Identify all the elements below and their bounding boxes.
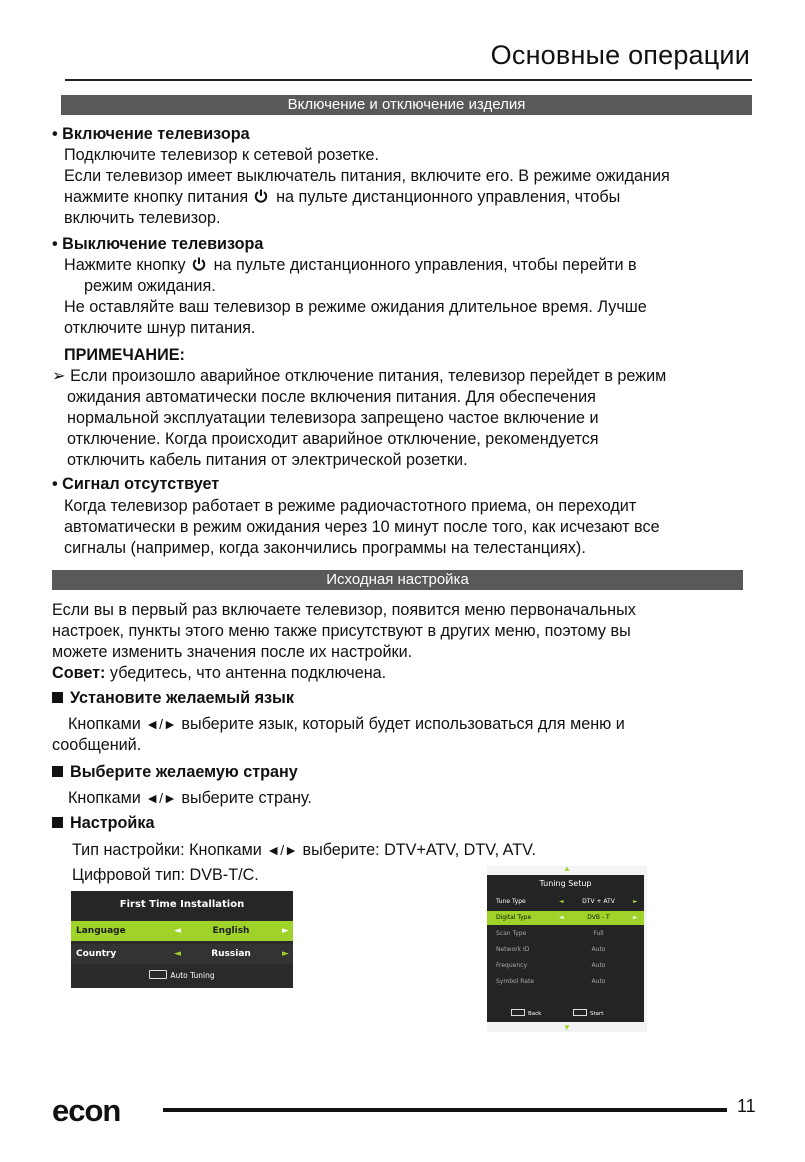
ts-start[interactable]: Start: [573, 1009, 603, 1017]
ts-row-label: Tune Type: [496, 898, 526, 905]
ts-row-symbol-rate[interactable]: [487, 975, 644, 989]
power-off-line-3: Не оставляйте ваш телевизор в режиме ожидания длительное время. Лучше: [64, 298, 647, 316]
language-line-2: сообщений.: [52, 736, 142, 754]
heading-power-off: • Выключение телевизора: [52, 235, 264, 253]
intro-line-3: можете изменить значения после их настройки.: [52, 643, 413, 661]
power-on-line-1: Подключите телевизор к сетевой розетке.: [64, 146, 379, 164]
fti-row-value: English: [212, 926, 250, 936]
remote-key-icon: [511, 1009, 525, 1016]
power-on-line-4: включить телевизор.: [64, 209, 221, 227]
fti-row-label: Language: [76, 926, 126, 936]
left-arrow-icon: ◄: [559, 898, 564, 905]
tip-line: Совет: убедитесь, что антенна подключена.: [52, 664, 387, 682]
fti-row-language[interactable]: [71, 921, 293, 941]
econ-logo-text: econ: [52, 1097, 121, 1125]
country-line-1: Кнопками ◄/► выберите страну.: [68, 789, 312, 807]
ts-row-value: Auto: [591, 978, 606, 985]
ts-row-value: Auto: [591, 962, 606, 969]
arrow-bullet-icon: ➢: [52, 367, 66, 385]
heading-no-signal: • Сигнал отсутствует: [52, 475, 220, 493]
ts-row-label: Scan Type: [496, 930, 527, 937]
left-right-arrows-icon: ◄/►: [266, 842, 298, 858]
left-right-arrows-icon: ◄/►: [145, 790, 177, 806]
power-icon: [254, 189, 268, 203]
fti-row-value: Russian: [211, 949, 251, 959]
square-bullet-icon: [52, 692, 63, 703]
heading-country: Выберите желаемую страну: [52, 762, 298, 783]
ts-row-scan-type[interactable]: [487, 927, 644, 941]
ts-row-label: Symbol Rate: [496, 978, 535, 985]
heading-language: Установите желаемый язык: [52, 688, 294, 709]
note-line-3: нормальной эксплуатации телевизора запрещено частое включение и: [67, 409, 599, 427]
title-divider: [65, 79, 752, 81]
fti-auto-tuning: Auto Tuning: [170, 971, 215, 980]
ts-row-value: Full: [593, 930, 604, 937]
ts-back[interactable]: Back: [511, 1009, 541, 1017]
note-line-5: отключить кабель питания от электрической розетки.: [67, 451, 468, 469]
econ-logo: [52, 1097, 144, 1125]
left-arrow-icon: ◄: [174, 949, 181, 959]
tuning-setup-panel: [487, 875, 644, 1022]
page-title: Основные операции: [490, 40, 750, 70]
power-off-line-4: отключите шнур питания.: [64, 319, 256, 337]
footer-divider: [163, 1108, 727, 1112]
setup-line-1: Тип настройки: Кнопками ◄/► выберите: DTV+ATV, DTV, ATV.: [72, 841, 536, 859]
down-arrow-icon: ▼: [563, 1023, 571, 1032]
left-arrow-icon: ◄: [559, 914, 564, 921]
language-line-1: Кнопками ◄/► выберите язык, который будет использоваться для меню и: [68, 715, 625, 733]
left-right-arrows-icon: ◄/►: [145, 716, 177, 732]
ts-row-frequency[interactable]: [487, 959, 644, 973]
ts-row-network-id[interactable]: [487, 943, 644, 957]
right-arrow-icon: ►: [633, 914, 638, 921]
ts-row-tune-type[interactable]: [487, 895, 644, 909]
heading-power-on: • Включение телевизора: [52, 125, 250, 143]
up-arrow-icon: ▲: [563, 864, 571, 873]
ts-row-value: Auto: [591, 946, 606, 953]
fti-title: First Time Installation: [71, 891, 293, 919]
note-heading: ПРИМЕЧАНИЕ:: [64, 346, 185, 364]
setup-line-2: Цифровой тип: DVB-T/C.: [72, 866, 259, 884]
intro-line-2: настроек, пункты этого меню также присутствуют в других меню, поэтому вы: [52, 622, 631, 640]
right-arrow-icon: ►: [633, 898, 638, 905]
no-signal-line-1: Когда телевизор работает в режиме радиочастотного приема, он переходит: [64, 497, 637, 515]
left-arrow-icon: ◄: [174, 926, 181, 936]
power-icon: [192, 257, 206, 271]
heading-setup: Настройка: [52, 813, 154, 834]
section-bar-power: Включение и отключение изделия: [61, 95, 752, 115]
ts-row-label: Frequency: [496, 962, 527, 969]
remote-key-icon: [149, 970, 167, 979]
first-time-installation-panel: [71, 891, 293, 988]
ts-row-value: DTV + ATV: [582, 898, 615, 905]
power-off-line-2: режим ожидания.: [84, 277, 216, 295]
fti-row-country[interactable]: [71, 944, 293, 964]
ts-row-label: Digital Type: [496, 914, 532, 921]
section-bar-initial-setup: Исходная настройка: [52, 570, 743, 590]
ts-row-value: DVB - T: [587, 914, 610, 921]
note-line-1: ➢ Если произошло аварийное отключение питания, телевизор перейдет в режим: [52, 367, 667, 385]
fti-row-label: Country: [76, 949, 117, 959]
right-arrow-icon: ►: [282, 926, 289, 936]
ts-row-label: Network ID: [496, 946, 530, 953]
note-line-4: отключение. Когда происходит аварийное отключение, рекомендуется: [67, 430, 599, 448]
no-signal-line-3: сигналы (например, когда закончились программы на телестанциях).: [64, 539, 586, 557]
no-signal-line-2: автоматически в режим ожидания через 10 минут после того, как исчезают все: [64, 518, 660, 536]
remote-key-icon: [573, 1009, 587, 1016]
power-on-line-2: Если телевизор имеет выключатель питания, включите его. В режиме ожидания: [64, 167, 670, 185]
note-line-2: ожидания автоматически после включения питания. Для обеспечения: [67, 388, 596, 406]
square-bullet-icon: [52, 766, 63, 777]
power-on-line-3: нажмите кнопку питания на пульте дистанционного управления, чтобы: [64, 188, 621, 206]
ts-row-digital-type[interactable]: [487, 911, 644, 925]
power-off-line-1: Нажмите кнопку на пульте дистанционного управления, чтобы перейти в: [64, 256, 637, 274]
intro-line-1: Если вы в первый раз включаете телевизор, появится меню первоначальных: [52, 601, 636, 619]
ts-title: Tuning Setup: [539, 879, 592, 888]
right-arrow-icon: ►: [282, 949, 289, 959]
page-number: 11: [737, 1096, 756, 1116]
fti-footer: [71, 970, 293, 980]
square-bullet-icon: [52, 817, 63, 828]
